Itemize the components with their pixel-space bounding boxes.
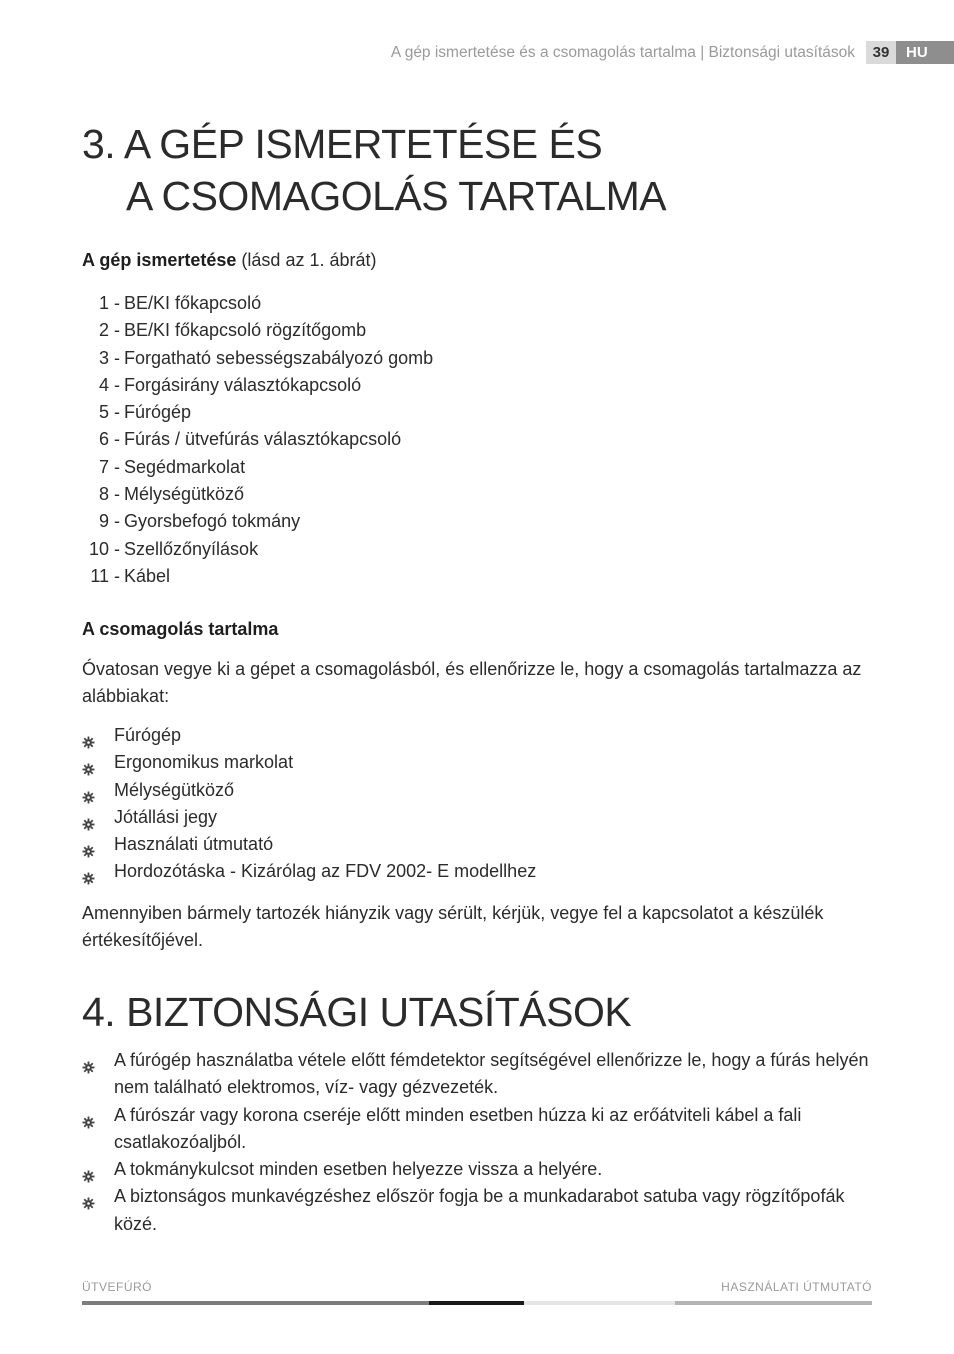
parts-list-item [82, 290, 433, 317]
part-number: 4 - [98, 374, 120, 395]
footer-rule-segment-1 [82, 1301, 429, 1305]
parts-list-item [82, 372, 433, 399]
footer-rule-segment-4 [675, 1301, 872, 1305]
page-number: 39 [866, 41, 896, 64]
package-item [82, 749, 872, 776]
safety-item [82, 1183, 872, 1238]
running-title: A gép ismertetése és a csomagolás tartalma | Biztonsági utasítások [390, 44, 855, 61]
list-item-text: Hordozótáska - Kizárólag az FDV 2002- E modellhez [114, 861, 537, 882]
part-number: 5 - [98, 402, 120, 423]
gear-bullet-icon [82, 1110, 95, 1123]
safety-item [82, 1156, 872, 1183]
section-3-title [82, 118, 666, 222]
parts-list-item [82, 426, 433, 453]
part-label: Szellőzőnyílások [124, 538, 259, 559]
section-3-title-line-2: A CSOMAGOLÁS TARTALMA [126, 173, 667, 219]
section-3-title-line-1: 3. A GÉP ISMERTETÉSE ÉS [82, 121, 603, 167]
part-number: 1 - [98, 293, 120, 313]
list-item-text: Ergonomikus markolat [114, 752, 294, 773]
part-label: Gyorsbefogó tokmány [124, 511, 301, 532]
language-badge: HU [896, 41, 954, 64]
list-item-text: A fúrószár vagy korona cseréje előtt minden esetben húzza ki az erőátviteli kábel a fali csatlakozóaljból. [114, 1104, 802, 1152]
machine-heading-text: A gép ismertetése [82, 250, 237, 270]
part-number: 10 - [88, 538, 120, 559]
part-label: Fúrás / ütvefúrás választókapcsoló [124, 429, 402, 450]
part-label: Segédmarkolat [124, 456, 246, 477]
parts-list-item [82, 454, 433, 481]
package-item [82, 804, 872, 831]
safety-item [82, 1047, 872, 1102]
package-intro: Óvatosan vegye ki a gépet a csomagolásból, és ellenőrizze le, hogy a csomagolás tartalmazza az alábbiakat: [82, 659, 862, 706]
footer-manual-label: HASZNÁLATI ÚTMUTATÓ [721, 1280, 872, 1294]
figure-reference: (lásd az 1. ábrát) [241, 250, 377, 270]
parts-list-item [82, 399, 433, 426]
gear-bullet-icon [82, 785, 95, 798]
parts-list-item [82, 508, 433, 535]
safety-item [82, 1102, 872, 1157]
part-number: 2 - [98, 320, 120, 341]
package-item [82, 858, 872, 885]
gear-bullet-icon [82, 866, 95, 879]
list-item-text: A tokmánykulcsot minden esetben helyezze vissza a helyére. [114, 1159, 603, 1180]
part-number: 7 - [98, 456, 120, 477]
part-number: 6 - [98, 429, 120, 450]
gear-bullet-icon [82, 812, 95, 825]
parts-list-item [82, 481, 433, 508]
parts-list-item [82, 563, 433, 590]
list-item-text: Fúrógép [114, 725, 182, 745]
part-number: 11 - [90, 565, 120, 586]
package-heading-text: A csomagolás tartalma [82, 619, 279, 639]
gear-bullet-icon [82, 1055, 95, 1068]
package-item [82, 777, 872, 804]
part-number: 8 - [98, 484, 120, 505]
footer-rule-segment-3 [524, 1301, 675, 1305]
section-4-title-text: 4. BIZTONSÁGI UTASÍTÁSOK [82, 989, 632, 1035]
running-header [391, 41, 954, 64]
package-contents-list [82, 722, 872, 886]
package-outro: Amennyiben bármely tartozék hiányzik vagy sérült, kérjük, vegye fel a kapcsolatot a készülék értékesítőjével. [82, 903, 824, 950]
gear-bullet-icon [82, 1191, 95, 1204]
parts-list-item [82, 536, 433, 563]
package-item [82, 831, 872, 858]
part-label: Forgatható sebességszabályozó gomb [124, 347, 434, 368]
gear-bullet-icon [82, 757, 95, 770]
footer-product-name: ÜTVEFÚRÓ [82, 1280, 152, 1294]
machine-description-heading [82, 247, 376, 273]
list-item-text: Jótállási jegy [114, 806, 218, 827]
gear-bullet-icon [82, 730, 95, 743]
parts-list-item [82, 317, 433, 344]
part-label: Mélységütköző [124, 484, 245, 505]
part-label: BE/KI főkapcsoló rögzítőgomb [124, 320, 367, 341]
list-item-text: A fúrógép használatba vétele előtt fémdetektor segítségével ellenőrizze le, hogy a fúrás helyén nem található elektromos, víz- vagy gézvezeték. [114, 1050, 869, 1098]
part-label: Fúrógép [124, 402, 192, 423]
parts-list-item [82, 345, 433, 372]
footer-rule-segment-2 [429, 1301, 524, 1305]
package-contents-heading [82, 616, 278, 642]
gear-bullet-icon [82, 839, 95, 852]
list-item-text: Használati útmutató [114, 834, 274, 855]
part-number: 9 - [98, 511, 120, 532]
safety-list [82, 1047, 872, 1238]
parts-list [82, 290, 433, 590]
list-item-text: A biztonságos munkavégzéshez először fogja be a munkadarabot satuba vagy rögzítőpofák közé. [114, 1186, 845, 1234]
package-item [82, 722, 872, 749]
gear-bullet-icon [82, 1164, 95, 1177]
part-label: Forgásirány választókapcsoló [124, 374, 362, 395]
part-label: BE/KI főkapcsoló [124, 293, 262, 313]
list-item-text: Mélységütköző [114, 779, 235, 800]
part-number: 3 - [98, 347, 120, 368]
part-label: Kábel [124, 565, 171, 586]
section-4-title [82, 986, 631, 1038]
